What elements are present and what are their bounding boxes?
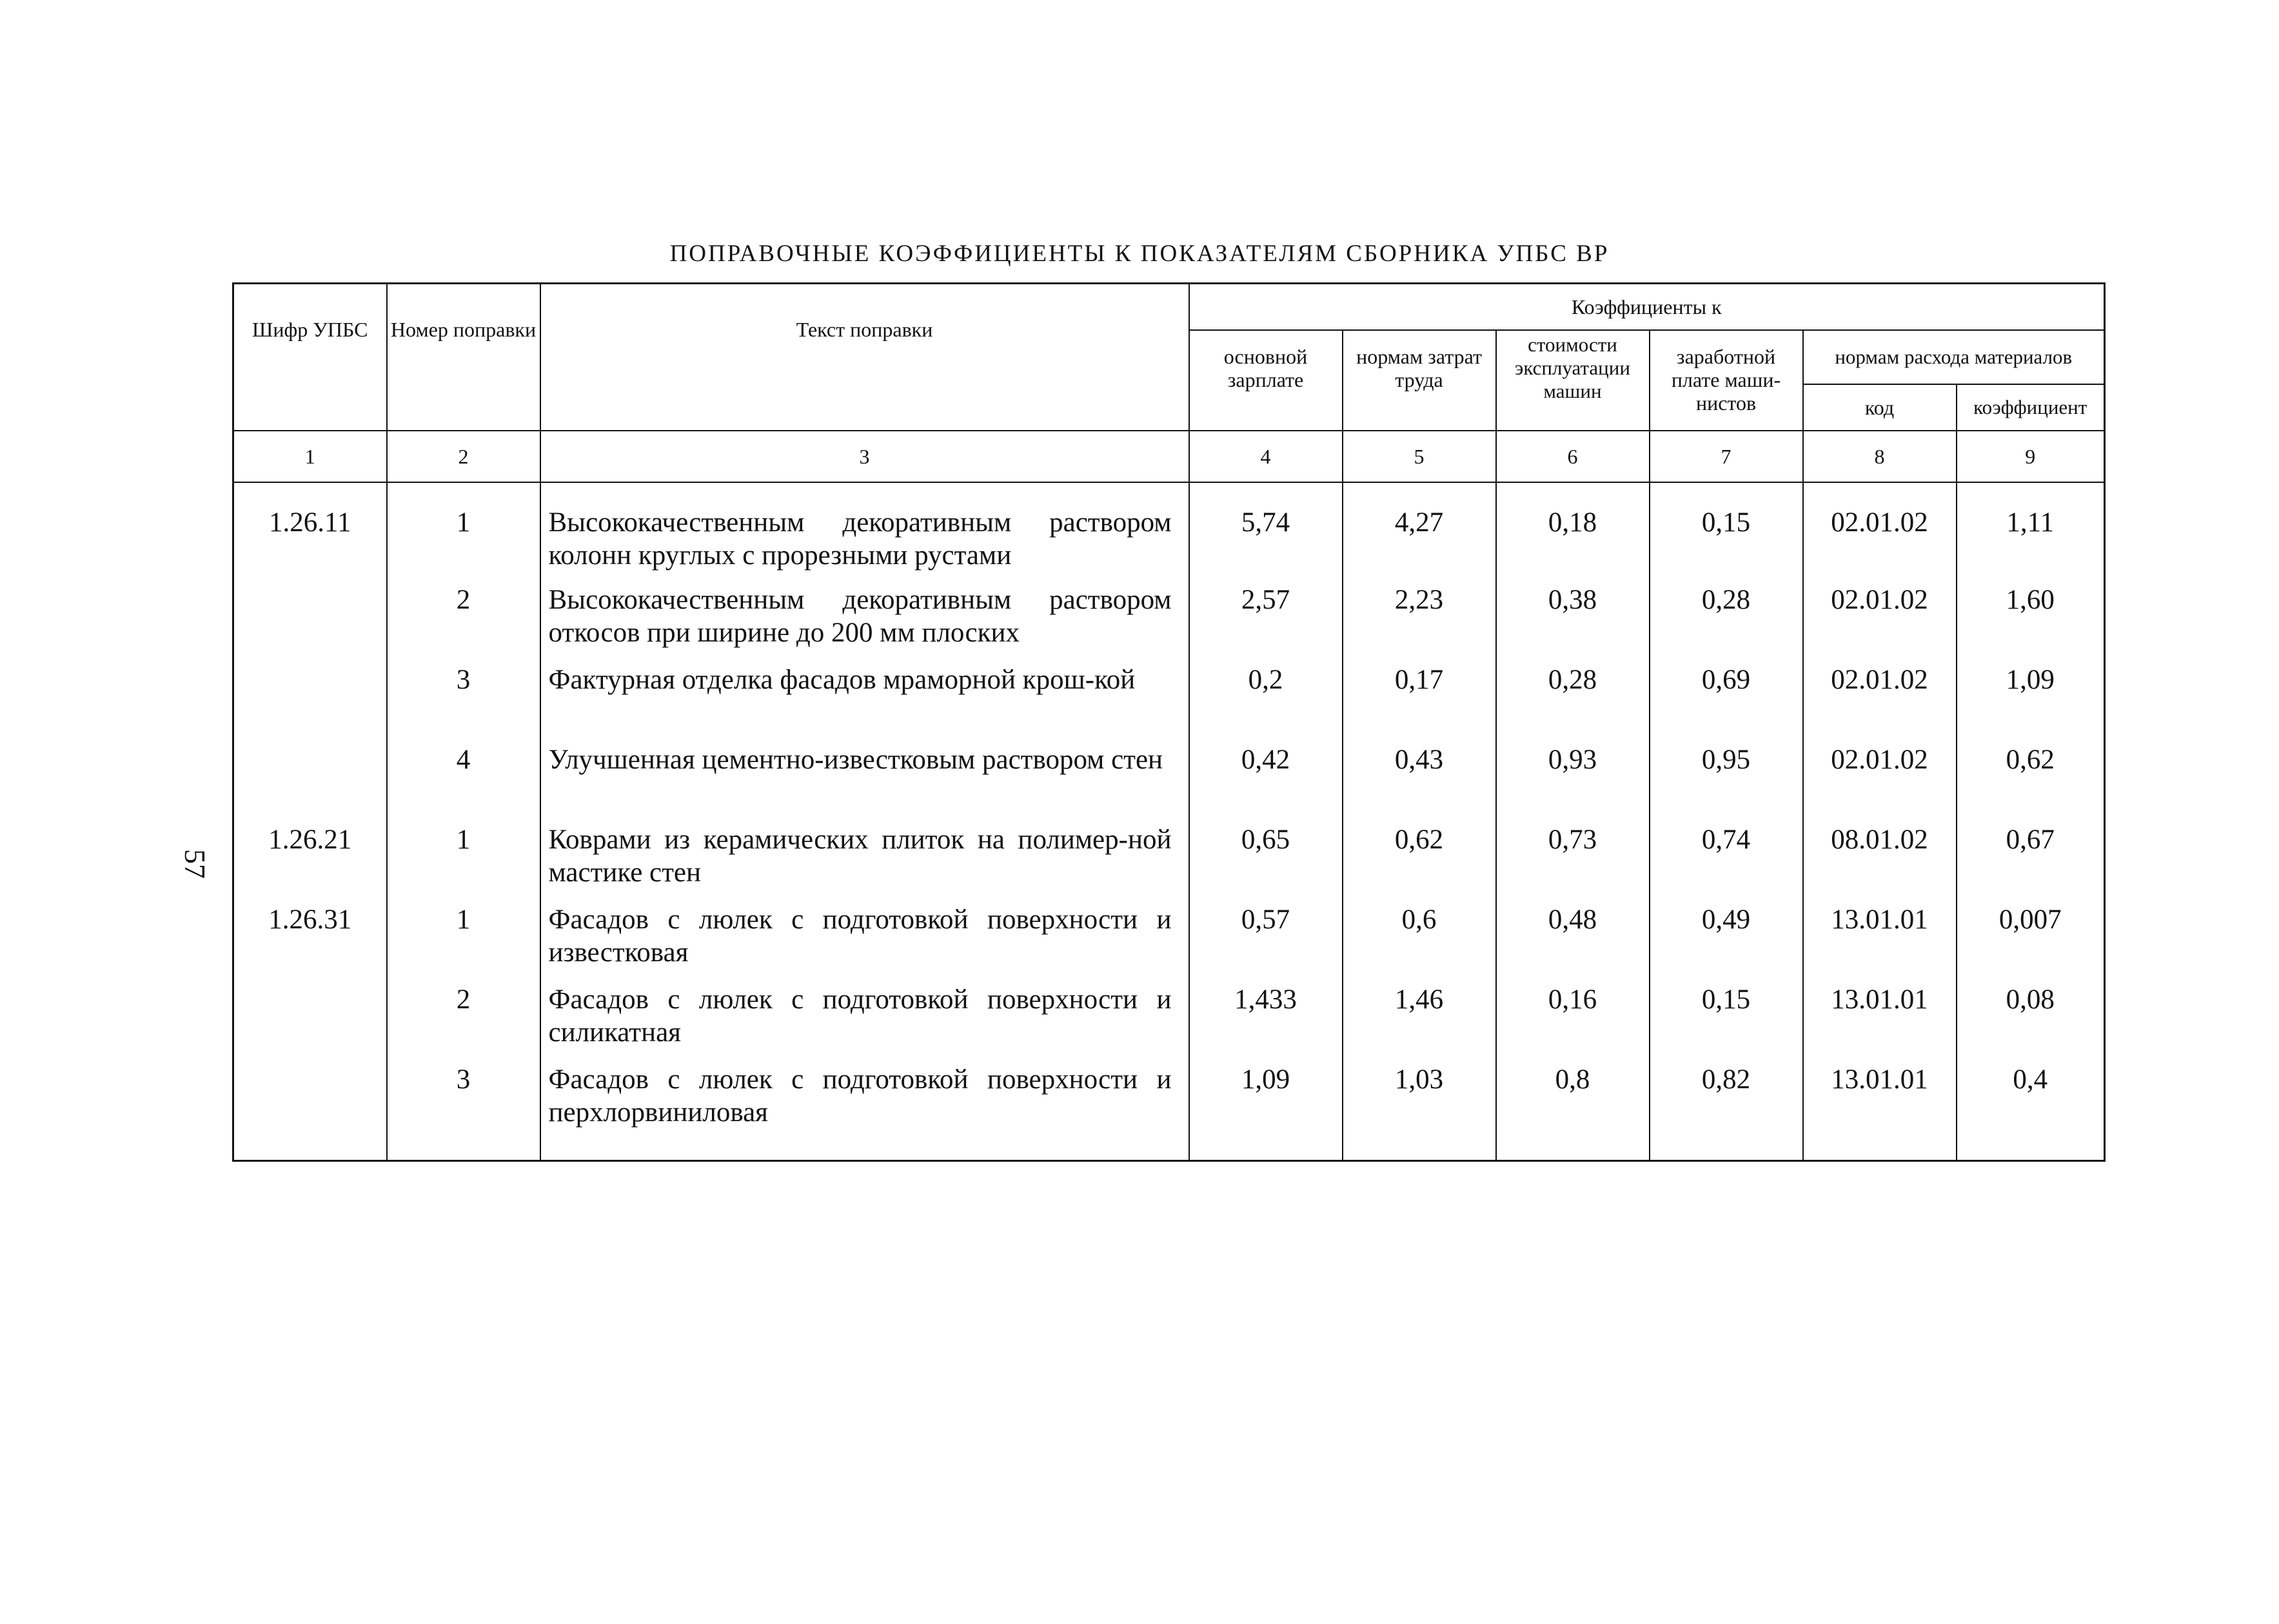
cell-labor-norms: 2,23 (1343, 583, 1496, 663)
cell-material-coefficient: 0,62 (1957, 743, 2105, 823)
cell-machine-cost: 0,16 (1496, 983, 1650, 1063)
header-machine-cost: стоимости эксплуатации машин (1496, 330, 1650, 431)
cell-material-code: 13.01.01 (1803, 983, 1957, 1063)
cell-labor-norms: 0,62 (1343, 823, 1496, 903)
column-number-row (233, 431, 2105, 482)
header-coefficients-group: Коэффициенты к (1189, 284, 2105, 331)
cell-correction-number: 4 (387, 743, 540, 823)
cell-base-salary: 5,74 (1189, 482, 1343, 583)
cell-material-code: 02.01.02 (1803, 482, 1957, 583)
cell-machine-cost: 0,38 (1496, 583, 1650, 663)
table-row (233, 1063, 2105, 1161)
header-material-code: код (1803, 384, 1957, 431)
cell-code: 1.26.11 (233, 482, 387, 583)
cell-code (233, 743, 387, 823)
cell-base-salary: 1,433 (1189, 983, 1343, 1063)
column-number: 8 (1803, 431, 1957, 482)
cell-operator-salary: 0,95 (1650, 743, 1803, 823)
cell-material-code: 13.01.01 (1803, 903, 1957, 983)
cell-base-salary: 0,42 (1189, 743, 1343, 823)
cell-operator-salary: 0,69 (1650, 663, 1803, 743)
column-number: 1 (233, 431, 387, 482)
cell-material-coefficient: 0,67 (1957, 823, 2105, 903)
header-base-salary: основной зарплате (1189, 330, 1343, 431)
table-row (233, 983, 2105, 1063)
cell-material-coefficient: 0,4 (1957, 1063, 2105, 1161)
cell-base-salary: 1,09 (1189, 1063, 1343, 1161)
cell-material-coefficient: 1,09 (1957, 663, 2105, 743)
column-number: 4 (1189, 431, 1343, 482)
cell-base-salary: 0,65 (1189, 823, 1343, 903)
cell-material-coefficient: 0,08 (1957, 983, 2105, 1063)
table-row (233, 823, 2105, 903)
cell-correction-number: 1 (387, 482, 540, 583)
cell-machine-cost: 0,18 (1496, 482, 1650, 583)
column-number: 9 (1957, 431, 2105, 482)
table-row (233, 903, 2105, 983)
cell-correction-number: 1 (387, 903, 540, 983)
cell-labor-norms: 0,43 (1343, 743, 1496, 823)
cell-material-code: 02.01.02 (1803, 583, 1957, 663)
cell-correction-text: Фасадов с люлек с подготовкой поверхности и силикатная (540, 983, 1189, 1063)
header-code: Шифр УПБС (233, 284, 387, 431)
cell-correction-number: 3 (387, 1063, 540, 1161)
table-row (233, 663, 2105, 743)
corrections-table (232, 282, 2106, 1162)
cell-code (233, 663, 387, 743)
cell-base-salary: 0,57 (1189, 903, 1343, 983)
cell-operator-salary: 0,15 (1650, 482, 1803, 583)
header-correction-text: Текст поправки (540, 284, 1189, 431)
table-header (233, 284, 2105, 483)
cell-labor-norms: 1,03 (1343, 1063, 1496, 1161)
cell-correction-text: Фактурная отделка фасадов мраморной крош-кой (540, 663, 1189, 743)
cell-operator-salary: 0,74 (1650, 823, 1803, 903)
cell-correction-number: 1 (387, 823, 540, 903)
cell-correction-text: Высококачественным декоративным раствором откосов при ширине до 200 мм плоских (540, 583, 1189, 663)
header-material-coefficient: коэффициент (1957, 384, 2105, 431)
cell-material-coefficient: 1,60 (1957, 583, 2105, 663)
cell-correction-number: 2 (387, 583, 540, 663)
cell-code (233, 983, 387, 1063)
column-number: 7 (1650, 431, 1803, 482)
table-row (233, 743, 2105, 823)
cell-base-salary: 0,2 (1189, 663, 1343, 743)
cell-machine-cost: 0,93 (1496, 743, 1650, 823)
cell-correction-text: Высококачественным декоративным раствором колонн круглых с прорезными рустами (540, 482, 1189, 583)
column-number: 3 (540, 431, 1189, 482)
cell-material-code: 02.01.02 (1803, 663, 1957, 743)
column-number: 6 (1496, 431, 1650, 482)
cell-code: 1.26.21 (233, 823, 387, 903)
cell-correction-number: 3 (387, 663, 540, 743)
cell-base-salary: 2,57 (1189, 583, 1343, 663)
cell-labor-norms: 0,17 (1343, 663, 1496, 743)
cell-operator-salary: 0,15 (1650, 983, 1803, 1063)
cell-operator-salary: 0,28 (1650, 583, 1803, 663)
column-number: 5 (1343, 431, 1496, 482)
cell-material-code: 08.01.02 (1803, 823, 1957, 903)
cell-operator-salary: 0,49 (1650, 903, 1803, 983)
column-number: 2 (387, 431, 540, 482)
cell-material-coefficient: 1,11 (1957, 482, 2105, 583)
cell-operator-salary: 0,82 (1650, 1063, 1803, 1161)
cell-machine-cost: 0,48 (1496, 903, 1650, 983)
cell-correction-text: Коврами из керамических плиток на полимер-ной мастике стен (540, 823, 1189, 903)
cell-labor-norms: 4,27 (1343, 482, 1496, 583)
table-row (233, 583, 2105, 663)
cell-machine-cost: 0,8 (1496, 1063, 1650, 1161)
cell-correction-text: Фасадов с люлек с подготовкой поверхности и известковая (540, 903, 1189, 983)
cell-code: 1.26.31 (233, 903, 387, 983)
cell-material-code: 02.01.02 (1803, 743, 1957, 823)
cell-machine-cost: 0,73 (1496, 823, 1650, 903)
page-number: 57 (179, 849, 212, 879)
header-labor-norms: нормам затрат труда (1343, 330, 1496, 431)
table-body (233, 482, 2105, 1161)
cell-code (233, 1063, 387, 1161)
cell-correction-text: Улучшенная цементно-известковым раствором стен (540, 743, 1189, 823)
cell-code (233, 583, 387, 663)
cell-correction-text: Фасадов с люлек с подготовкой поверхности и перхлорвиниловая (540, 1063, 1189, 1161)
cell-material-coefficient: 0,007 (1957, 903, 2105, 983)
header-materials-group: нормам расхода материалов (1803, 330, 2105, 384)
cell-correction-number: 2 (387, 983, 540, 1063)
cell-machine-cost: 0,28 (1496, 663, 1650, 743)
table-row (233, 482, 2105, 583)
cell-material-code: 13.01.01 (1803, 1063, 1957, 1161)
header-operator-salary: заработной плате маши-нистов (1650, 330, 1803, 431)
page-title: ПОПРАВОЧНЫЕ КОЭФФИЦИЕНТЫ К ПОКАЗАТЕЛЯМ СБОРНИКА УПБС ВР (669, 240, 1610, 267)
header-correction-number: Номер поправки (387, 284, 540, 431)
cell-labor-norms: 1,46 (1343, 983, 1496, 1063)
cell-labor-norms: 0,6 (1343, 903, 1496, 983)
